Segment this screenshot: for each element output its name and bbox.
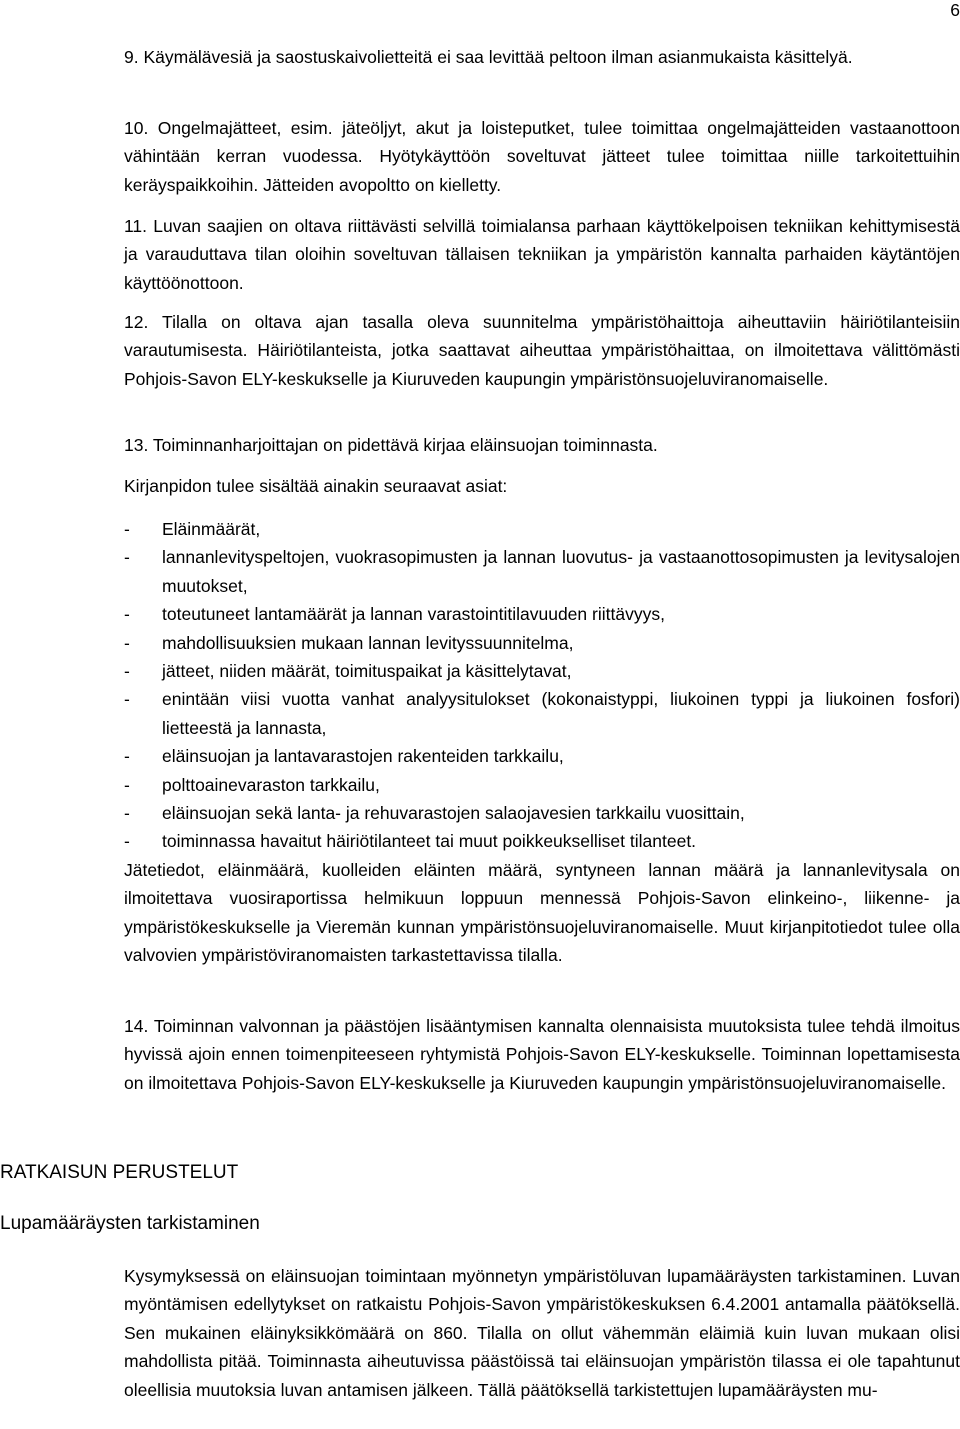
list-item: - toiminnassa havaitut häiriötilanteet tai muut poikkeukselliset tilanteet. <box>124 827 960 855</box>
paragraph-12: 12. Tilalla on oltava ajan tasalla oleva suunnitelma ympäristöhaittoja aiheuttaviin häiriötilanteisiin varautumisesta. Häiriötilanteista, jotka saattavat aiheuttaa ympäristöhaittaa, on ilmoitettava välittömästi Pohjois-Savon ELY-keskukselle ja Kiuruveden kaupungin ympäristönsuojeluviranomaiselle. <box>124 312 960 389</box>
list-dash: - <box>124 803 130 824</box>
reporting-paragraph: Jätetiedot, eläinmäärä, kuolleiden eläinten määrä, syntyneen lannan määrä ja lannanlevitysala on ilmoitettava vuosiraportissa helmikuun loppuun mennessä Pohjois-Savon elinkeino-, liikenne- ja ympäristökeskukselle ja Vieremän kunnan ympäristönsuojeluviranomaiselle. Muut kirjanpitotiedot tulee olla valvovien ympäristöviranomaisten tarkastettavissa tilalla. <box>124 860 960 966</box>
list-dash: - <box>124 519 130 539</box>
list-dash: - <box>124 661 130 682</box>
section-subheading-permit-review: Lupamääräysten tarkistaminen <box>0 1213 260 1234</box>
list-dash: - <box>124 632 130 653</box>
paragraph-13: 13. Toiminnanharjoittajan on pidettävä kirjaa eläinsuojan toiminnasta. <box>124 435 658 455</box>
list-dash: - <box>124 746 130 767</box>
list-dash: - <box>124 604 130 625</box>
list-item: - jätteet, niiden määrät, toimituspaikat ja käsittelytavat, <box>124 657 960 685</box>
list-item: - toteutuneet lantamäärät ja lannan varastointitilavuuden riittävyys, <box>124 600 960 628</box>
list-intro: Kirjanpidon tulee sisältää ainakin seuraavat asiat: <box>124 476 508 496</box>
list-item: - lannanlevityspeltojen, vuokrasopimusten ja lannan luovutus- ja vastaanottosopimusten ja levitysalojen muutokset, <box>124 543 960 600</box>
page-number: 6 <box>950 0 960 20</box>
paragraph-9: 9. Käymälävesiä ja saostuskaivolietteitä ei saa levittää peltoon ilman asianmukaista käsittelyä. <box>124 47 853 67</box>
list-item: - eläinsuojan ja lantavarastojen rakenteiden tarkkailu, <box>124 742 960 770</box>
list-item: - Eläinmäärät, <box>124 515 960 543</box>
list-dash: - <box>124 831 130 852</box>
list-item: - polttoainevaraston tarkkailu, <box>124 771 960 799</box>
section-heading-decision-grounds: RATKAISUN PERUSTELUT <box>0 1162 239 1183</box>
permit-review-paragraph: Kysymyksessä on eläinsuojan toimintaan myönnetyn ympäristöluvan lupamääräysten tarkistaminen. Luvan myöntämisen edellytykset on ratkaistu Pohjois-Savon ympäristökeskuksen 6.4.2001 antamalla päätöksellä. Sen mukainen eläinyksikkömäärä on 860. Tilalla on ollut vähemmän eläimiä kuin luvan mukaan olisi mahdollista pitää. Toiminnasta aiheutuvissa päästöissä tai eläinsuojan ympäristön tilassa ei ole tapahtunut oleellisia muutoksia luvan antamisen jälkeen. Tällä päätöksellä tarkistettujen lupamääräysten mu- <box>124 1266 960 1400</box>
paragraph-14: 14. Toiminnan valvonnan ja päästöjen lisääntymisen kannalta olennaisista muutoksista tulee tehdä ilmoitus hyvissä ajoin ennen toimenpiteeseen ryhtymistä Pohjois-Savon ELY-keskukselle. Toiminnan lopettamisesta on ilmoitettava Pohjois-Savon ELY-keskukselle ja Kiuruveden kaupungin ympäristönsuojeluviranomaiselle. <box>124 1016 960 1093</box>
paragraph-10: 10. Ongelmajätteet, esim. jäteöljyt, akut ja loisteputket, tulee toimittaa ongelmajätteiden vastaanottoon vähintään kerran vuodessa. Hyötykäyttöön soveltuvat jätteet tulee toimittaa niille tarkoitettuihin keräyspaikkoihin. Jätteiden avopoltto on kielletty. <box>124 118 960 195</box>
list-dash: - <box>124 689 130 710</box>
list-item: - enintään viisi vuotta vanhat analyysitulokset (kokonaistyppi, liukoinen typpi ja liukoinen fosfori) lietteestä ja lannasta, <box>124 685 960 742</box>
list-dash: - <box>124 774 130 795</box>
list-item: - mahdollisuuksien mukaan lannan levityssuunnitelma, <box>124 629 960 657</box>
list-dash: - <box>124 547 130 568</box>
record-keeping-list <box>124 515 960 856</box>
list-item: - eläinsuojan sekä lanta- ja rehuvarastojen salaojavesien tarkkailu vuosittain, <box>124 799 960 827</box>
paragraph-11: 11. Luvan saajien on oltava riittävästi selvillä toimialansa parhaan käyttökelpoisen tekniikan kehittymisestä ja varauduttava tilan oloihin soveltuvan tällaisen tekniikan ja ympäristön kannalta parhaiden käytäntöjen käyttöönottoon. <box>124 216 960 293</box>
